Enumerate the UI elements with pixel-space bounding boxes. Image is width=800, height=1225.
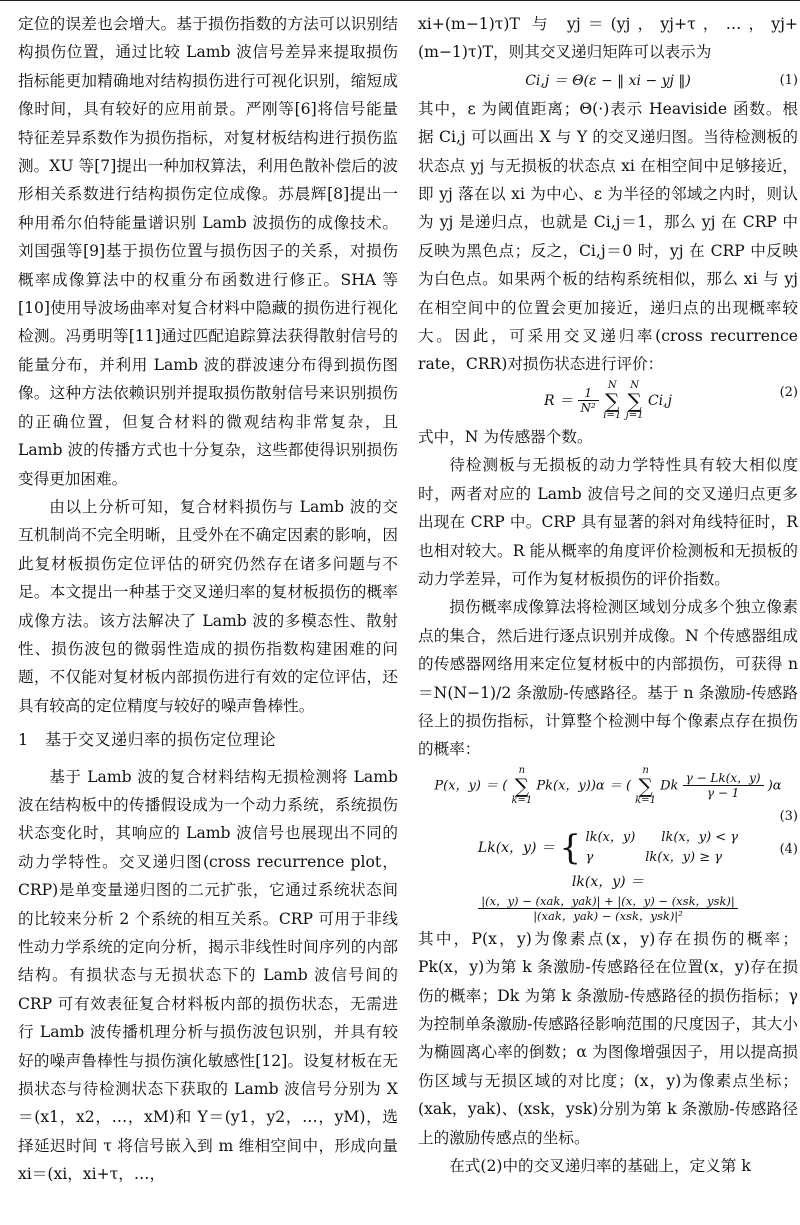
equation-2-number: (2) [779, 384, 798, 400]
sigma-symbol-icon: ∑ [514, 773, 529, 798]
equation-4-cases [585, 828, 738, 868]
equation-3-numerator: γ − Lk(x，y) [683, 771, 764, 786]
imaging-paragraph: 损伤概率成像算法将检测区域划分成多个独立像素点的集合，然后进行逐点识别并成像。N 个传感器组成的传感器网络用来定位复材板中的内部损伤，可获得 n＝N(N−1)/2 条激励-传感路径。基于 n 条激励-传感路径上的损伤指标，计算整个检测中每个像素点存在损伤的概率： [418, 598, 798, 759]
left-brace-icon: { [559, 827, 581, 868]
sum-a-top: n [518, 764, 526, 776]
sigma-symbol-icon: ∑ [638, 773, 653, 798]
sum-j-top: N [630, 379, 639, 391]
sum-b-top: n [642, 764, 649, 776]
equation-4-case-2: γ lk(x，y) ≥ γ [585, 849, 722, 865]
equation-2-sum-i [603, 381, 621, 421]
equation-5-numerator: |(x，y) − (xak，yak)| + |(x，y) − (xsk，ysk)| [478, 894, 738, 909]
section-heading-1: 1 基于交叉递归率的损伤定位理论 [18, 730, 277, 750]
equation-2-numerator: 1 [578, 386, 599, 401]
sum-i-top: N [607, 379, 617, 391]
equation-3-number-row [418, 808, 798, 826]
header-rule [0, 0, 800, 1]
equation-3-sum-a [511, 766, 532, 806]
crp-paragraph: 其中，ε 为阈值距离；Θ(·)表示 Heaviside 函数。根据 Ci,j 可以画出 X 与 Y 的交叉递归图。当待检测板的状态点 yj 与无损板的状态点 xi 在相空间中足够接近，即 yj 落在以 xi 为中心、ε 为半径的邻域之内时，则认为 yj 是递归点，也就是 Ci,j＝1，那么 yj 在 CRP 中反映为黑色点；反之，Ci,j＝0 时，yj 在 CRP 中反映为白色点。如果两个板的结构系统相似，那么 xi 与 yj 在相空间中的位置会更加接近，递归点的出现概率较大。因此，可采用交叉递归率(cross recurrence rate，CRR)对损伤状态进行评价： [418, 99, 798, 374]
sigma-symbol-icon: ∑ [605, 388, 620, 413]
equation-4-case-1: lk(x，y) lk(x，y) < γ [585, 829, 739, 845]
symbol-definitions: 其中，P(x，y)为像素点(x，y)存在损伤的概率；Pk(x，y)为第 k 条激励-传感路径在位置(x，y)存在损伤的概率；Dk 为第 k 条激励-传感路径的损伤指标；γ 为控制单条激励-传感路径影响范围的尺度因子，其大小为椭圆离心率的倒数；α 为图像增强因子，用以提高损伤区域与无损区域的对比度；(x，y)为像素点坐标；(xak，yak)、(xsk，ysk)分别为第 k 条激励-传感路径上的激励传感点的坐标。 [418, 929, 798, 1147]
equation-3-denominator: γ − 1 [706, 786, 740, 801]
equation-2-lhs: R ＝ [544, 392, 574, 409]
equation-5-denominator: |(xak，yak) − (xsk，ysk)|² [533, 908, 683, 923]
sensor-count-note: 式中，N 为传感器个数。 [418, 427, 593, 446]
equation-4-lhs: Lk(x，y) ＝ [477, 839, 555, 856]
equation-3-dk: Dk [660, 778, 679, 794]
equation-2-term: Ci,j [647, 392, 672, 409]
equation-2 [418, 381, 798, 421]
equation-1-number: (1) [779, 72, 798, 88]
equation-4 [418, 828, 798, 868]
equation-5-lhs: lk(x，y) ＝ [571, 873, 645, 890]
sum-j-bottom: j=1 [625, 409, 644, 421]
equation-3-lhs: P(x，y) ＝ ( [434, 778, 508, 794]
equation-2-fraction [578, 386, 599, 415]
equation-3-middle: Pk(x，y))α ＝ ( [536, 778, 632, 794]
equation-3-fraction [683, 771, 764, 800]
equation-4-number: (4) [779, 841, 798, 857]
equation-1 [418, 69, 798, 93]
equation-3-number: (3) [779, 808, 798, 824]
sigma-symbol-icon: ∑ [627, 388, 642, 413]
equation-2-denominator: N² [580, 401, 596, 416]
equation-2-sum-j [626, 381, 644, 421]
left-column [18, 10, 398, 1189]
sum-a-bottom: k=1 [511, 794, 533, 806]
similarity-paragraph: 待检测板与无损板的动力学特性具有较大相似度时，两者对应的 Lamb 波信号之间的交叉递归点更多出现在 CRP 中。CRP 具有显著的斜对角线特征时，R 也相对较大。R 能从概率的角度评价检测板和无损板的动力学差异，可作为复材板损伤的评价指数。 [418, 456, 798, 588]
sum-b-bottom: k=1 [635, 794, 656, 806]
intro-paragraph-1: 定位的误差也会增大。基于损伤指数的方法可以识别结构损伤位置，通过比较 Lamb 波信号差异来提取损伤指标能更加精确地对结构损伤进行可视化识别，缩短成像时间，具有较好的应用前景。严刚等[6]将信号能量特征差异系数作为损伤指标，对复材板结构进行损伤监测。XU 等[7]提出一种加权算法，利用色散补偿后的波形相关系数进行结构损伤定位成像。苏晨辉[8]提出一种用希尔伯特能量谱识别 Lamb 波损伤的成像技术。刘国强等[9]基于损伤位置与损伤因子的关系，对损伤概率成像算法中的权重分布函数进行修正。SHA 等[10]使用导波场曲率对复合材料中隐藏的损伤进行视化检测。冯勇明等[11]通过匹配追踪算法获得散射信号的能量分布，并利用 Lamb 波的群波速分布得到损伤图像。这种方法依赖识别并提取损伤散射信号来识别损伤的正确位置，但复合材料的微观结构非常复杂，且 Lamb 波的传播方式也十分复杂，这些都使得识别损伤变得更加困难。 [18, 15, 398, 488]
intro-paragraph-2: 由以上分析可知，复合材料损伤与 Lamb 波的交互机制尚不完全明晰，且受外在不确定因素的影响，因此复材板损伤定位评估的研究仍然存在诸多问题与不足。本文提出一种基于交叉递归率的复材板损伤的概率成像方法。该方法解决了 Lamb 波的多模态性、散射性、损伤波包的微弱性造成的损伤指数构建困难的问题，不仅能对复材板内部损伤进行有效的定位评估，还具有较高的定位精度与较好的噪声鲁棒性。 [18, 497, 398, 715]
equation-3 [418, 766, 798, 806]
right-column [418, 10, 798, 1180]
equation-5 [418, 870, 798, 923]
vector-continuation: xi+(m−1)τ)T 与 yj＝(yj，yj+τ，…，yj+(m−1)τ)T，则其交叉递归矩阵可以表示为 [418, 15, 798, 62]
equation-1-body: Ci,j ＝ Θ(ε − ‖ xi − yj ‖) [525, 72, 691, 89]
equation-3-tail: )α [767, 778, 782, 794]
equation-3-sum-b [635, 766, 656, 806]
theory-paragraph-1: 基于 Lamb 波的复合材料结构无损检测将 Lamb 波在结构板中的传播假设成为一个动力系统，系统损伤状态变化时，其响应的 Lamb 波信号也展现出不同的动力学特性。交叉递归图(cross recurrence plot，CRP)是单变量递归图的二元扩张，它通过系统状态间的比较来分析 2 个系统的相互关系。CRP 可用于非线性动力学系统的定向分析，揭示非线性时间序列的内部结构。有损状态与无损状态下的 Lamb 波信号间的 CRP 可有效表征复合材料板内部的损伤状态，无需进行 Lamb 波传播机理分析与损伤波包识别，并具有较好的噪声鲁棒性与损伤演化敏感性[12]。设复材板在无损状态与待检测状态下获取的 Lamb 波信号分别为 X＝(x1，x2，…，xM)和 Y＝(y1，y2，…，yM)，选择延迟时间 τ 将信号嵌入到 m 维相空间中，形成向量 xi＝(xi，xi+τ，…， [18, 767, 398, 1184]
definition-continuation: 在式(2)中的交叉递归率的基础上，定义第 k [449, 1157, 751, 1175]
sum-i-bottom: i=1 [603, 409, 622, 421]
equation-5-fraction [478, 894, 738, 923]
